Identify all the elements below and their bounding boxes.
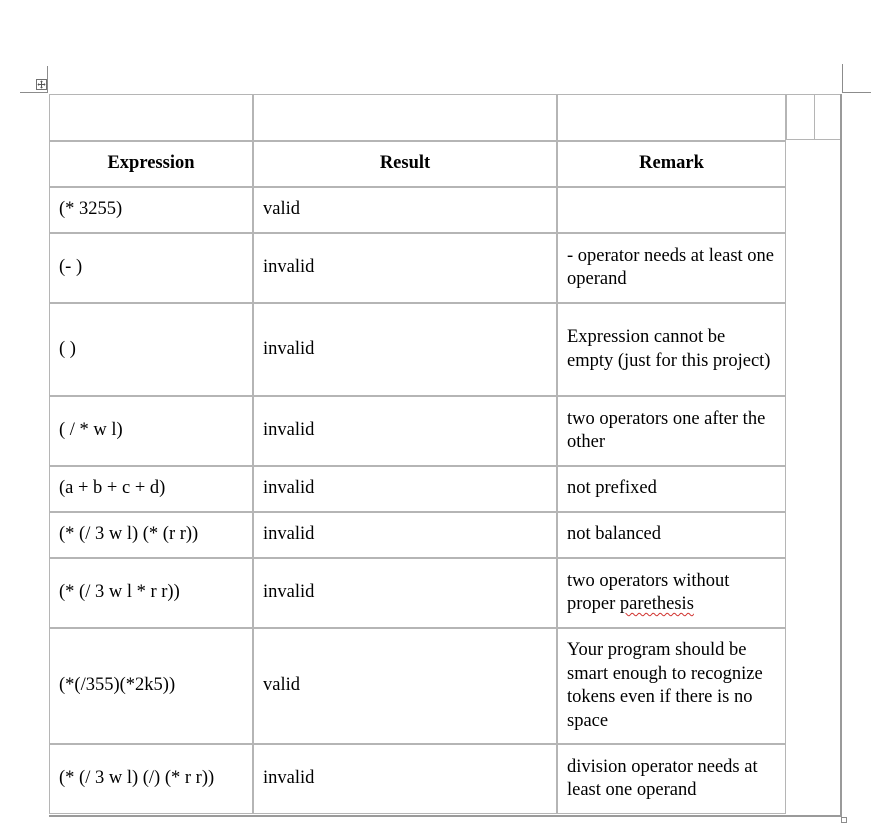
cell-remark[interactable]: - operator needs at least one operand bbox=[557, 233, 786, 303]
cell-expression[interactable]: (* (/ 3 w l) (/) (* r r)) bbox=[49, 744, 253, 814]
cell-result[interactable]: invalid bbox=[253, 512, 557, 558]
table-row bbox=[49, 233, 786, 303]
cell-remark[interactable] bbox=[557, 558, 786, 628]
cell-expression[interactable]: (*(/355)(*2k5)) bbox=[49, 628, 253, 744]
table-cell-empty[interactable] bbox=[814, 94, 840, 140]
cell-remark[interactable]: Expression cannot be empty (just for this project) bbox=[557, 303, 786, 396]
margin-corner-mark bbox=[842, 92, 871, 93]
cell-result[interactable]: valid bbox=[253, 187, 557, 233]
cell-remark[interactable]: division operator needs at least one operand bbox=[557, 744, 786, 814]
cell-remark[interactable]: two operators one after the other bbox=[557, 396, 786, 466]
table-row bbox=[49, 512, 786, 558]
margin-corner-mark bbox=[20, 92, 48, 93]
table-resize-handle[interactable] bbox=[841, 817, 847, 823]
table-header-row bbox=[49, 141, 786, 187]
header-expression[interactable]: Expression bbox=[49, 141, 253, 187]
table-frame-border bbox=[840, 94, 842, 817]
margin-corner-mark bbox=[47, 66, 48, 93]
table-frame-border bbox=[49, 815, 842, 817]
table-row bbox=[49, 396, 786, 466]
cell-expression[interactable]: (a + b + c + d) bbox=[49, 466, 253, 512]
table-row bbox=[49, 744, 786, 814]
table-move-handle[interactable] bbox=[36, 79, 47, 90]
header-result[interactable]: Result bbox=[253, 141, 557, 187]
table-row bbox=[49, 558, 786, 628]
remark-text: two operators without proper bbox=[567, 570, 730, 614]
cell-result[interactable]: invalid bbox=[253, 396, 557, 466]
cell-expression[interactable]: (* 3255) bbox=[49, 187, 253, 233]
cell-result[interactable]: invalid bbox=[253, 303, 557, 396]
expression-table bbox=[49, 94, 786, 814]
table-cell-empty[interactable] bbox=[786, 94, 814, 140]
cell-result[interactable]: valid bbox=[253, 628, 557, 744]
table-row bbox=[49, 303, 786, 396]
cell-result[interactable]: invalid bbox=[253, 233, 557, 303]
cell-remark[interactable]: Your program should be smart enough to recognize tokens even if there is no space bbox=[557, 628, 786, 744]
table-row bbox=[49, 187, 786, 233]
table-row bbox=[49, 628, 786, 744]
cell-expression[interactable]: (- ) bbox=[49, 233, 253, 303]
cell-remark[interactable]: not balanced bbox=[557, 512, 786, 558]
cell-expression[interactable]: (* (/ 3 w l * r r)) bbox=[49, 558, 253, 628]
cell-expression[interactable]: (* (/ 3 w l) (* (r r)) bbox=[49, 512, 253, 558]
cell-result[interactable]: invalid bbox=[253, 744, 557, 814]
cell-expression[interactable]: ( ) bbox=[49, 303, 253, 396]
cell-result[interactable]: invalid bbox=[253, 466, 557, 512]
cell-remark[interactable] bbox=[557, 187, 786, 233]
table-cell-empty[interactable] bbox=[49, 94, 253, 141]
margin-corner-mark bbox=[842, 64, 843, 93]
cell-expression[interactable]: ( / * w l) bbox=[49, 396, 253, 466]
cell-result[interactable]: invalid bbox=[253, 558, 557, 628]
cell-remark[interactable]: not prefixed bbox=[557, 466, 786, 512]
header-remark[interactable]: Remark bbox=[557, 141, 786, 187]
table-cell-empty[interactable] bbox=[253, 94, 557, 141]
table-row-empty bbox=[49, 94, 786, 141]
misspelled-word[interactable]: parethesis bbox=[619, 594, 694, 614]
table-cell-empty[interactable] bbox=[557, 94, 786, 141]
table-row bbox=[49, 466, 786, 512]
move-cross-icon bbox=[37, 80, 46, 89]
